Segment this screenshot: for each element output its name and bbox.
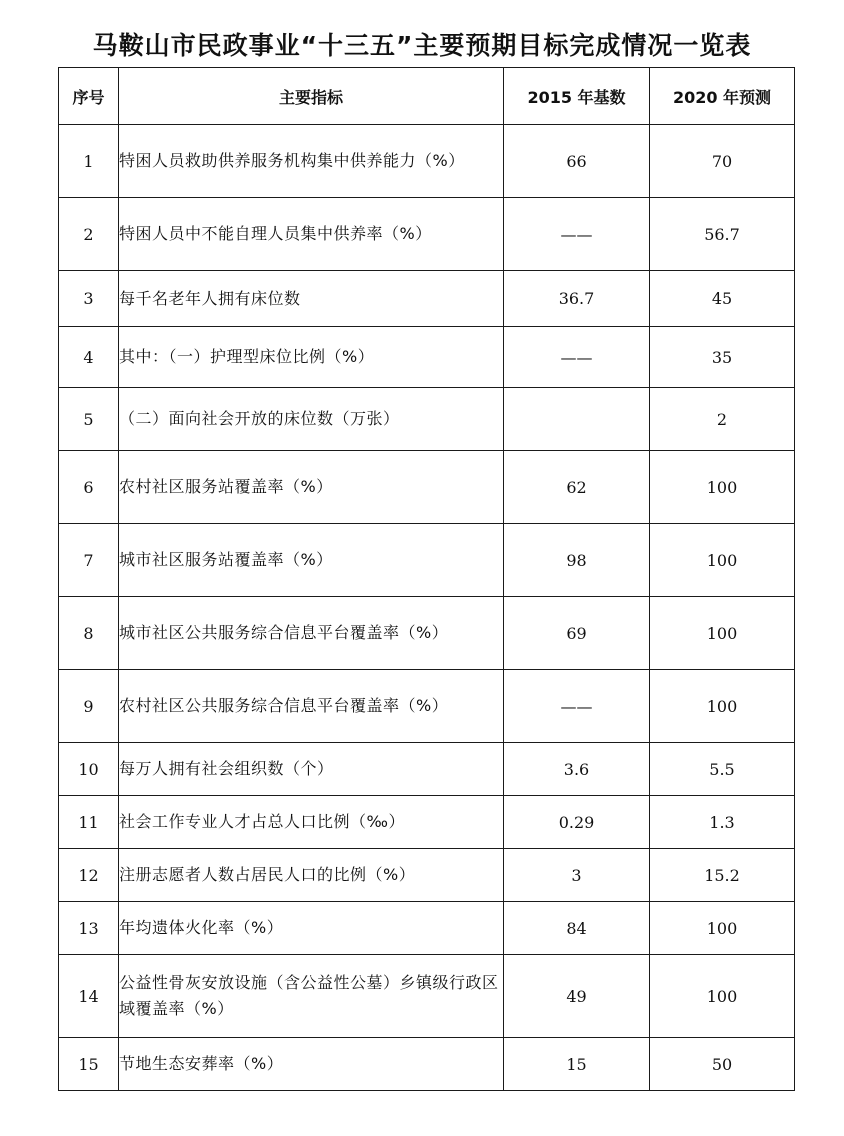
row-2015-base: 66 [504, 125, 650, 198]
row-2015-base: 84 [504, 902, 650, 955]
row-seq: 5 [59, 388, 119, 451]
row-indicator: 社会工作专业人才占总人口比例（‰） [119, 796, 504, 849]
row-seq: 3 [59, 271, 119, 327]
header-indicator: 主要指标 [119, 68, 504, 125]
table-row [59, 743, 795, 796]
header-row [59, 68, 795, 125]
table-row [59, 849, 795, 902]
row-2015-base: 36.7 [504, 271, 650, 327]
row-2020-forecast: 100 [650, 955, 795, 1038]
row-seq: 13 [59, 902, 119, 955]
row-indicator: 每千名老年人拥有床位数 [119, 271, 504, 327]
table-row [59, 125, 795, 198]
row-indicator: 其中：（一）护理型床位比例（%） [119, 327, 504, 388]
row-seq: 8 [59, 597, 119, 670]
row-indicator: 农村社区公共服务综合信息平台覆盖率（%） [119, 670, 504, 743]
row-indicator: 特困人员中不能自理人员集中供养率（%） [119, 198, 504, 271]
row-indicator: 城市社区服务站覆盖率（%） [119, 524, 504, 597]
row-seq: 15 [59, 1038, 119, 1091]
header-2020-forecast: 2020 年预测 [650, 68, 795, 125]
row-2015-base: 3.6 [504, 743, 650, 796]
row-2020-forecast: 15.2 [650, 849, 795, 902]
table-row [59, 670, 795, 743]
row-2020-forecast: 2 [650, 388, 795, 451]
row-seq: 7 [59, 524, 119, 597]
row-seq: 6 [59, 451, 119, 524]
table-row [59, 1038, 795, 1091]
row-indicator: 年均遗体火化率（%） [119, 902, 504, 955]
row-2020-forecast: 100 [650, 451, 795, 524]
row-2020-forecast: 1.3 [650, 796, 795, 849]
row-seq: 2 [59, 198, 119, 271]
row-2015-base: —— [504, 198, 650, 271]
row-2020-forecast: 45 [650, 271, 795, 327]
table-row [59, 451, 795, 524]
row-2020-forecast: 35 [650, 327, 795, 388]
table-row [59, 902, 795, 955]
row-2020-forecast: 5.5 [650, 743, 795, 796]
row-2020-forecast: 100 [650, 524, 795, 597]
row-indicator: 农村社区服务站覆盖率（%） [119, 451, 504, 524]
row-2020-forecast: 100 [650, 597, 795, 670]
table-row [59, 271, 795, 327]
header-seq: 序号 [59, 68, 119, 125]
row-indicator: 节地生态安葬率（%） [119, 1038, 504, 1091]
table-row [59, 524, 795, 597]
row-2015-base: 49 [504, 955, 650, 1038]
row-2015-base [504, 388, 650, 451]
table-row [59, 388, 795, 451]
table-row [59, 327, 795, 388]
row-indicator: 城市社区公共服务综合信息平台覆盖率（%） [119, 597, 504, 670]
row-indicator: 每万人拥有社会组织数（个） [119, 743, 504, 796]
row-seq: 11 [59, 796, 119, 849]
row-seq: 12 [59, 849, 119, 902]
targets-table [58, 67, 795, 1091]
row-indicator: 特困人员救助供养服务机构集中供养能力（%） [119, 125, 504, 198]
row-seq: 4 [59, 327, 119, 388]
row-seq: 10 [59, 743, 119, 796]
row-2015-base: 98 [504, 524, 650, 597]
row-2015-base: 62 [504, 451, 650, 524]
table-row [59, 597, 795, 670]
row-2015-base: —— [504, 670, 650, 743]
row-2020-forecast: 100 [650, 670, 795, 743]
header-2015-base: 2015 年基数 [504, 68, 650, 125]
row-2020-forecast: 56.7 [650, 198, 795, 271]
row-2015-base: 69 [504, 597, 650, 670]
row-2020-forecast: 100 [650, 902, 795, 955]
row-indicator: 公益性骨灰安放设施（含公益性公墓）乡镇级行政区域覆盖率（%） [119, 955, 504, 1038]
row-2015-base: —— [504, 327, 650, 388]
row-seq: 1 [59, 125, 119, 198]
row-2020-forecast: 70 [650, 125, 795, 198]
table-row [59, 796, 795, 849]
page-title: 马鞍山市民政事业“十三五”主要预期目标完成情况一览表 [92, 31, 752, 60]
row-indicator: （二）面向社会开放的床位数（万张） [119, 388, 504, 451]
row-seq: 14 [59, 955, 119, 1038]
row-2015-base: 3 [504, 849, 650, 902]
row-seq: 9 [59, 670, 119, 743]
row-2015-base: 0.29 [504, 796, 650, 849]
table-row [59, 198, 795, 271]
row-2015-base: 15 [504, 1038, 650, 1091]
row-2020-forecast: 50 [650, 1038, 795, 1091]
table-row [59, 955, 795, 1038]
row-indicator: 注册志愿者人数占居民人口的比例（%） [119, 849, 504, 902]
table-body [59, 125, 795, 1091]
